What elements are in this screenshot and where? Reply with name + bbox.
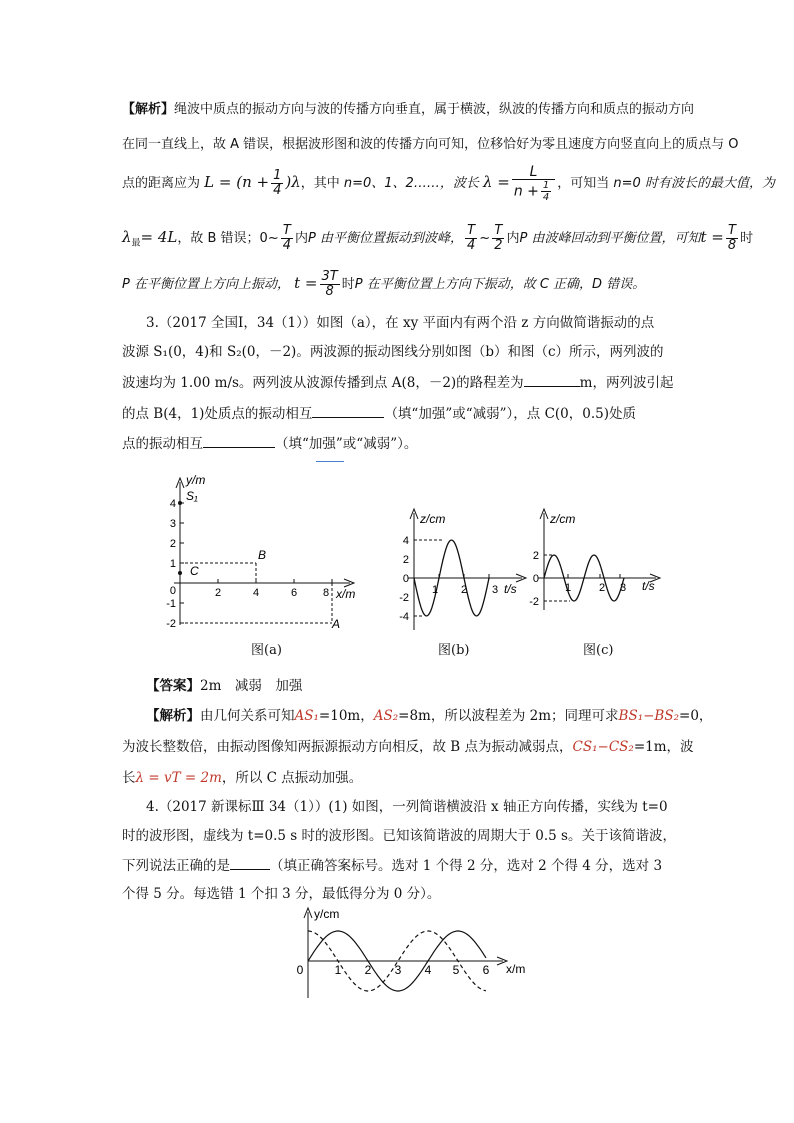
analysis1-text4e: P 由平衡位置振动到波峰， — [308, 231, 464, 246]
xtick: 0 — [296, 963, 304, 977]
frac-num: 1 — [273, 168, 282, 183]
frac-den: 4 — [467, 238, 476, 253]
ytick: 1 — [169, 558, 176, 570]
analysis2-line1 — [146, 706, 712, 726]
ytick: 2 — [169, 538, 176, 550]
q4-line3 — [122, 855, 662, 876]
xtick: 2 — [214, 587, 222, 599]
ytick: 2 — [402, 554, 409, 566]
cursor-underline — [316, 461, 344, 462]
analysis2-text2b: =1m，波 — [633, 739, 694, 755]
xtick: 2 — [460, 584, 468, 596]
analysis2-text1d: =0， — [679, 708, 713, 724]
y-label: z/cm — [550, 512, 576, 526]
q3-text1: 3.（2017 全国Ⅰ，34（1））如图（a），在 xy 平面内有两个沿 z 方向做简谐振动的点 — [146, 315, 655, 331]
frac-1-4 — [271, 169, 283, 198]
ytick: 0 — [532, 573, 539, 585]
figure-d — [288, 900, 538, 1004]
analysis2-line2 — [122, 737, 694, 757]
q3-text5b: （填“加强”或“减弱”）。 — [275, 436, 418, 452]
formula-as2: AS₂ — [373, 708, 399, 724]
analysis1-text3h: n=0 时有波长的最大值，为 — [613, 176, 775, 191]
caption-b: 图(b) — [438, 643, 470, 658]
formula-lambda2: λ = vT = 2m — [135, 770, 222, 786]
analysis1-text5a: P 在平衡位置上方向上振动， — [122, 277, 290, 292]
frac-num: T — [492, 224, 504, 239]
analysis2-text1c: =8m，所以波程差为 2m；同理可求 — [398, 708, 619, 724]
ytick: 4 — [169, 498, 176, 510]
caption-a: 图(a) — [251, 643, 282, 658]
xtick: 2 — [598, 582, 606, 594]
q3-text4a: 的点 B(4，1)处质点的振动相互 — [122, 406, 313, 422]
q3-line1 — [146, 313, 654, 333]
frac-T-8 — [726, 224, 738, 253]
analysis2-text1b: =10m， — [318, 708, 374, 724]
xtick: 3 — [491, 584, 499, 596]
ytick: 0 — [402, 573, 409, 585]
x-label: x/m — [506, 962, 526, 976]
frac-den: 2 — [494, 238, 503, 253]
analysis1-text4f: ~ — [479, 231, 491, 246]
xtick: 3 — [619, 582, 627, 594]
analysis2-text2a: 为波长整数倍，由振动图像知两振源振动方向相反，故 B 点为振动减弱点， — [122, 739, 573, 755]
analysis1-text4h: P 由波峰回动到平衡位置，可知 — [519, 231, 701, 246]
frac-den — [512, 180, 555, 203]
label-c: C — [190, 564, 199, 578]
lambda-4L: = 4L — [140, 228, 178, 246]
label-b: B — [258, 548, 267, 562]
analysis1-line5 — [122, 263, 645, 305]
analysis1-text3g: ，可知当 — [557, 176, 610, 191]
frac-den: 4 — [282, 238, 292, 253]
frac-T-4 — [281, 224, 293, 253]
xtick: 4 — [252, 587, 260, 599]
answer-blank-2[interactable] — [312, 403, 384, 418]
analysis2-text1a: 由几何关系可知 — [200, 708, 295, 724]
figure-b — [392, 505, 532, 635]
ytick: -1 — [166, 598, 176, 610]
analysis1-line1 — [122, 100, 694, 120]
frac-num: T — [726, 224, 738, 239]
analysis1-text5d: P 在平衡位置上方向下振动，故 C 正确，D 错误。 — [354, 277, 646, 292]
lambda-max: λ — [122, 228, 132, 246]
y-label: y/m — [186, 473, 206, 487]
answer-line — [146, 676, 302, 696]
formula-lambda: λ = — [482, 173, 510, 191]
analysis1-tag: 【解析】 — [122, 102, 175, 117]
q3-line4 — [122, 403, 636, 424]
answer-text: 2m 减弱 加强 — [200, 678, 303, 694]
frac-num: T — [465, 224, 477, 239]
ytick: 0 — [169, 585, 176, 597]
point-s1 — [178, 501, 182, 505]
q4-text3b: （填正确答案标号。选对 1 个得 2 分，选对 2 个得 4 分，选对 3 — [270, 858, 663, 874]
x-label: t/s — [504, 582, 517, 596]
frac-den: 8 — [325, 284, 334, 299]
point-c — [178, 571, 182, 575]
q3-text3b: m，两列波引起 — [579, 375, 674, 391]
y-label: z/cm — [420, 512, 446, 526]
analysis1-text4j: 时 — [740, 231, 754, 246]
xtick: 1 — [431, 584, 439, 596]
frac-3T-8 — [320, 270, 340, 299]
q3-line2 — [122, 342, 664, 362]
analysis2-tag: 【解析】 — [146, 708, 200, 724]
x-label: x/m — [336, 587, 356, 601]
xtick: 4 — [424, 963, 432, 977]
q4-line1 — [146, 797, 668, 817]
analysis1-text1: 绳波中质点的振动方向与波的传播方向垂直，属于横波，纵波的传播方向和质点的振动方向 — [174, 102, 695, 117]
ytick: -2 — [529, 596, 539, 608]
y-label: y/cm — [314, 907, 340, 921]
q3-line5 — [122, 433, 417, 454]
formula-t2: t = — [294, 274, 318, 292]
frac-den: 4 — [273, 183, 282, 198]
answer-blank-4[interactable] — [230, 855, 270, 870]
frac-T-2 — [492, 224, 504, 253]
formula-L-end: )λ — [285, 173, 301, 191]
xtick: 6 — [482, 963, 490, 977]
xtick: 1 — [564, 582, 572, 594]
q4-text1: 4.（2017 新课标Ⅲ 34（1））(1) 如图，一列简谐横波沿 x 轴正方向传播，实线为 t=0 — [146, 799, 668, 815]
xtick: 6 — [290, 587, 298, 599]
ytick: -2 — [166, 618, 176, 630]
analysis1-text4g: 内 — [506, 231, 520, 246]
analysis1-text3e: n=0、1、2……，波长 — [343, 176, 479, 191]
analysis2-text3b: ，所以 C 点振动加强。 — [221, 770, 363, 786]
xtick: 3 — [394, 963, 402, 977]
xtick: 1 — [334, 963, 342, 977]
formula-as1: AS₁ — [294, 708, 319, 724]
figure-c — [522, 505, 672, 615]
caption-c: 图(c) — [583, 643, 614, 658]
formula-bs: BS₁−BS₂ — [618, 708, 680, 724]
lambda-sub: 最 — [131, 238, 141, 249]
label-s1: S₁ — [186, 489, 198, 503]
q3-text5a: 点的振动相互 — [122, 436, 203, 452]
frac-num: L — [512, 165, 555, 180]
q3-text2: 波源 S₁(0，4)和 S₂(0，－2)。两波源的振动图线分别如图（b）和图（c）所示，两列波的 — [122, 344, 664, 360]
analysis1-text5c: 时 — [341, 277, 355, 292]
frac-inner — [541, 180, 551, 203]
xtick: 8 — [322, 587, 330, 599]
label-a: A — [332, 617, 341, 631]
analysis1-text2: 在同一直线上，故 A 错误，根据波形图和波的传播方向可知，位移恰好为零且速度方向竖直向上的质点与 O — [122, 137, 739, 152]
q4-text2: 时的波形图，虚线为 t=0.5 s 时的波形图。已知该简谐波的周期大于 0.5 s。关于该简谐波， — [122, 828, 676, 844]
answer-blank-1[interactable] — [524, 372, 580, 387]
answer-tag: 【答案】 — [146, 678, 200, 694]
analysis1-text3a: 点的距离应为 — [122, 176, 201, 191]
frac-T-4b — [465, 224, 477, 253]
analysis1-line3 — [122, 162, 775, 204]
ytick: -4 — [399, 611, 409, 623]
formula-L: L = (n + — [204, 173, 270, 191]
analysis1-line4 — [122, 217, 753, 264]
x-label: t/s — [642, 579, 655, 593]
analysis1-text3d: ，其中 — [300, 176, 340, 191]
xtick: 5 — [452, 963, 460, 977]
q3-text4b: （填“加强”或“减弱”），点 C(0，0.5)处质 — [384, 406, 637, 422]
frac-L — [512, 165, 555, 203]
formula-t: t = — [700, 228, 724, 246]
analysis2-line3 — [122, 768, 362, 788]
analysis1-text4c: ，故 B 错误；0~ — [177, 231, 279, 246]
frac-den-text: n + — [513, 183, 539, 199]
q4-line2 — [122, 826, 676, 846]
frac-den: 4 — [542, 191, 550, 203]
analysis1-line2 — [122, 135, 739, 155]
ytick: 2 — [532, 550, 539, 562]
frac-den: 8 — [727, 238, 737, 253]
q4-text4: 个得 5 分。每选错 1 个扣 3 分，最低得分为 0 分）。 — [122, 886, 441, 902]
ytick: 4 — [402, 535, 409, 547]
xtick: 2 — [364, 963, 372, 977]
q3-line3 — [122, 372, 673, 393]
ytick: -2 — [399, 592, 409, 604]
q4-text3a: 下列说法正确的是 — [122, 858, 230, 874]
q3-text3a: 波速均为 1.00 m/s。两列波从波源传播到点 A(8，－2)的路程差为 — [122, 375, 524, 391]
frac-num: T — [281, 224, 293, 239]
analysis1-text4d: 内 — [295, 231, 309, 246]
formula-cs: CS₁−CS₂ — [572, 739, 634, 755]
frac-num: 3T — [321, 269, 338, 284]
answer-blank-3[interactable] — [203, 433, 275, 448]
frac-num: 1 — [542, 179, 550, 191]
ytick: 3 — [169, 518, 176, 530]
analysis2-text3a: 长 — [122, 770, 136, 786]
